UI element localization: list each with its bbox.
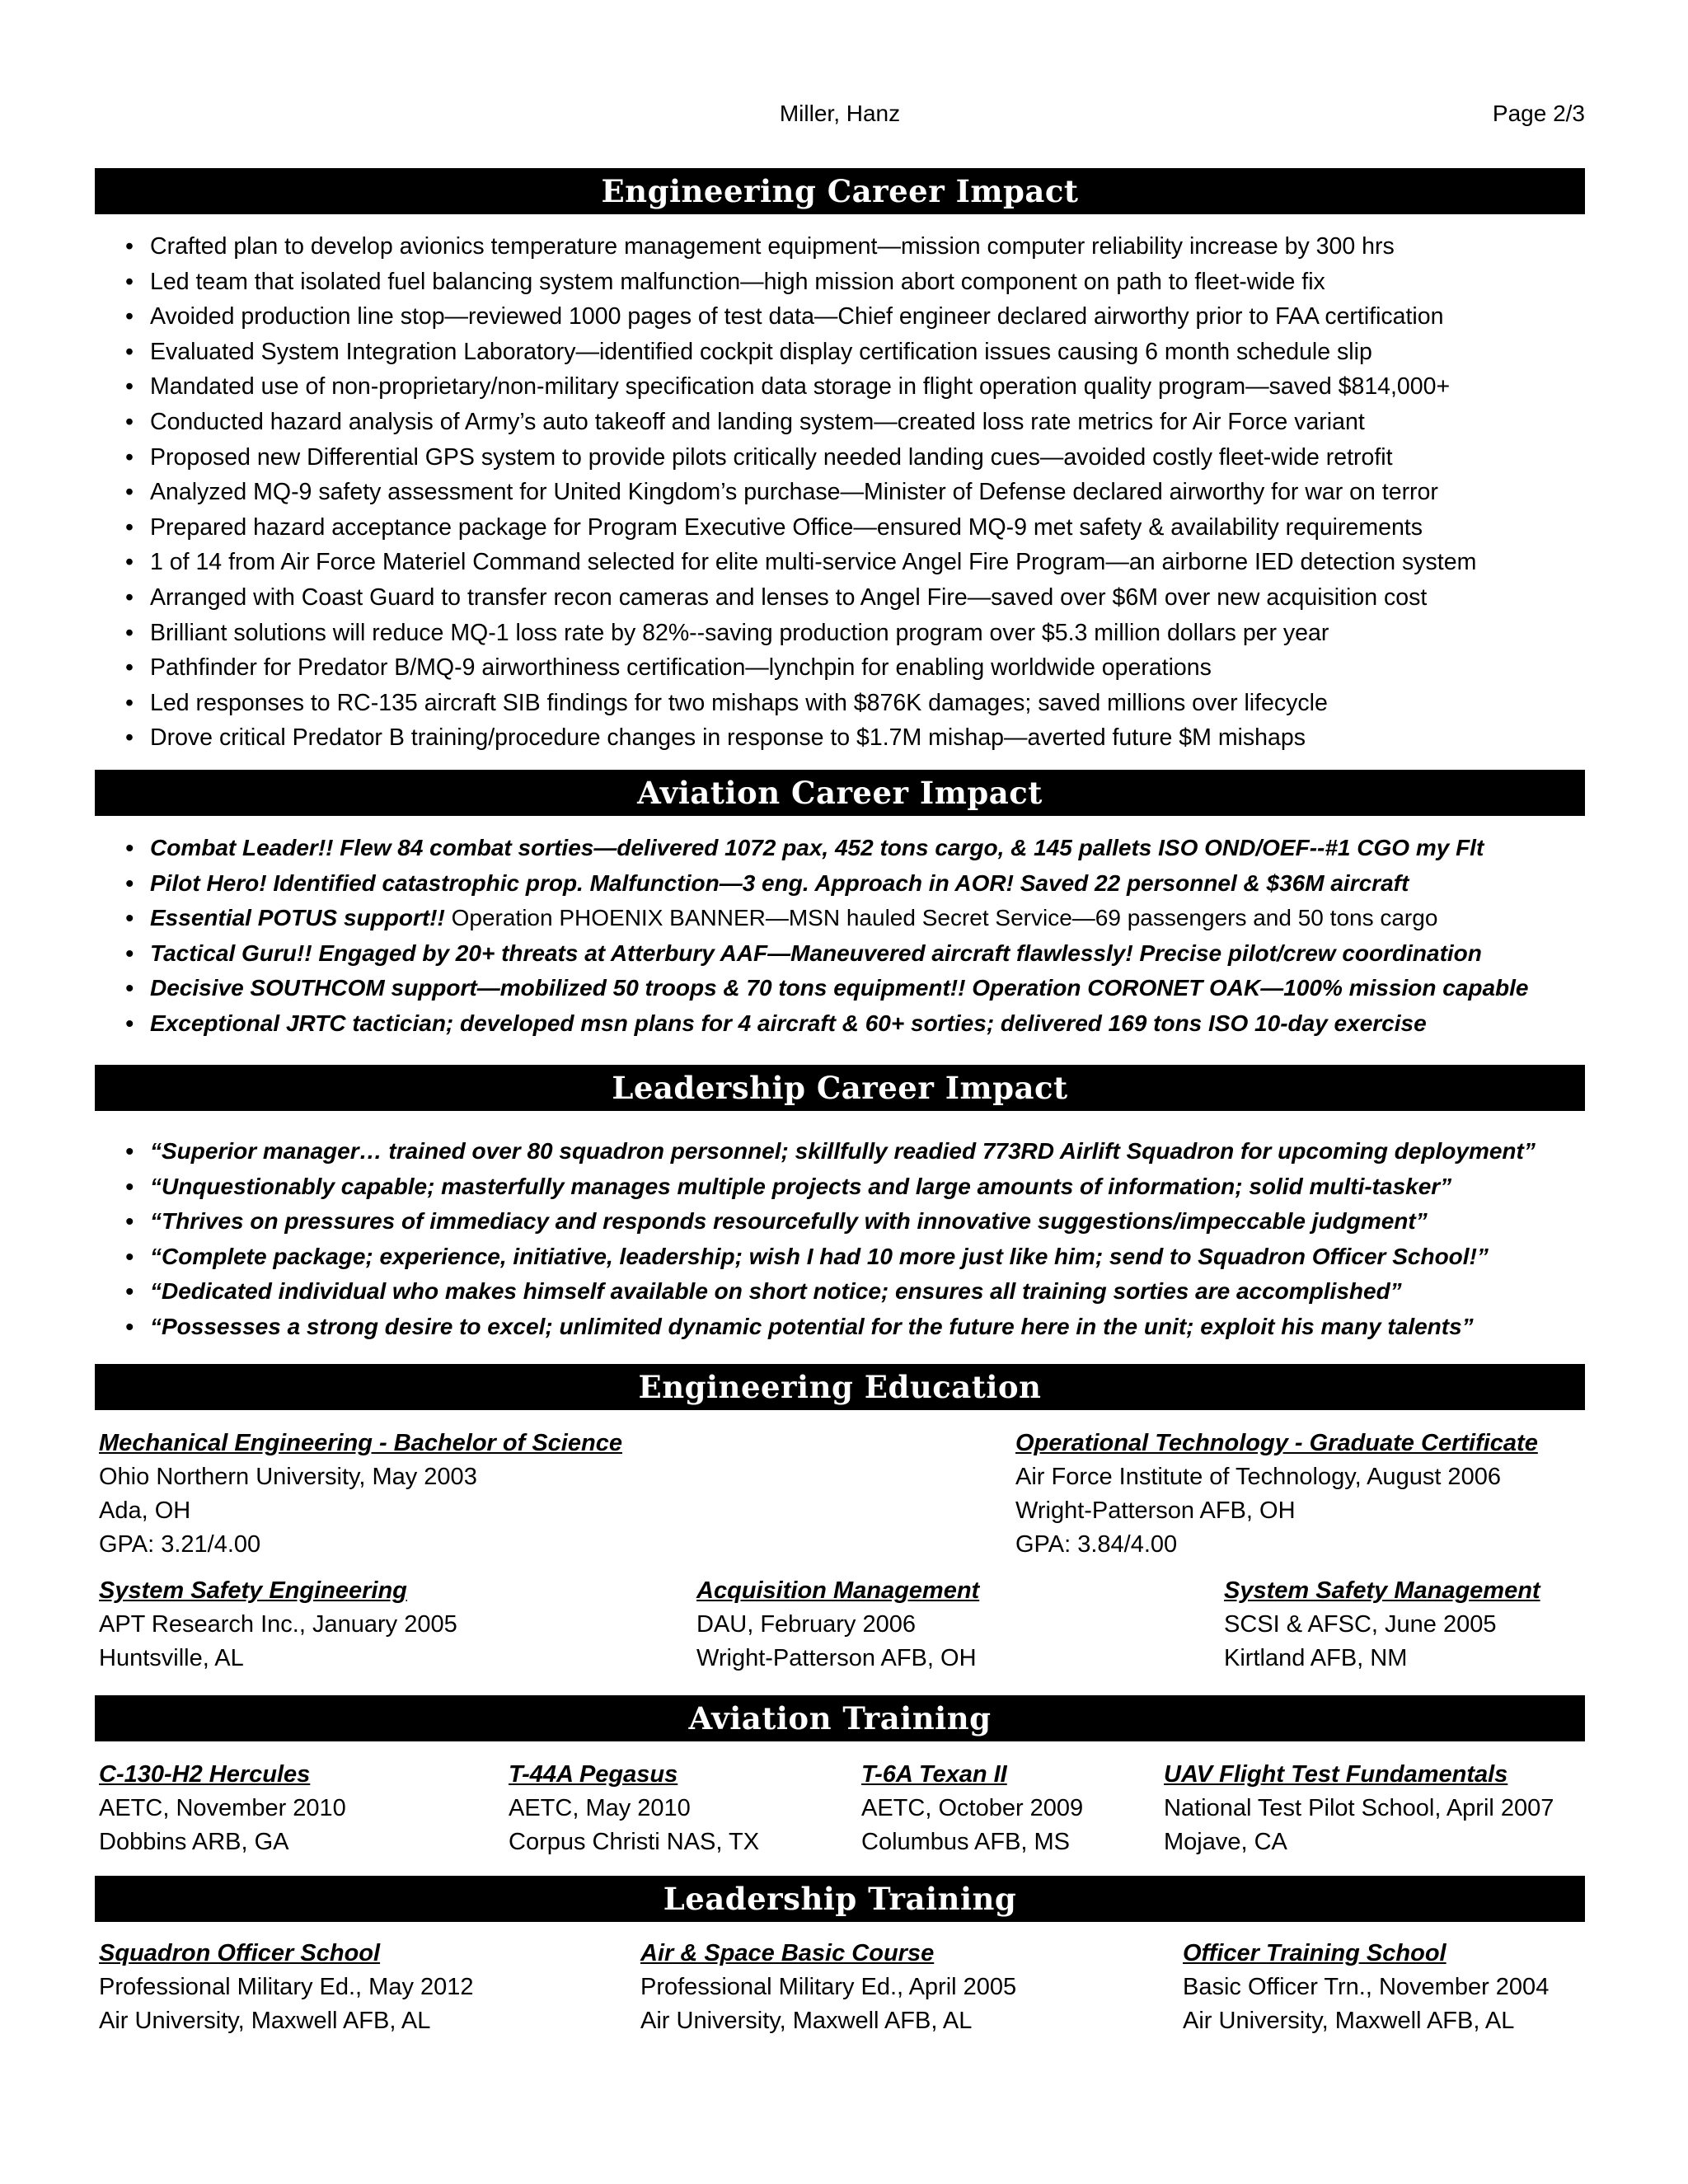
entry-line: Wright-Patterson AFB, OH	[696, 1645, 977, 1671]
training-entry	[1164, 1758, 1554, 1859]
training-entry	[640, 1937, 1016, 2038]
training-entry	[861, 1758, 1083, 1859]
list-item: • Mandated use of non-proprietary/non-military specification data storage in flight operation quality program—saved $814,000+	[125, 369, 1585, 405]
section-heading-leadership-training: Leadership Training	[95, 1876, 1585, 1922]
aviation-impact-list	[125, 831, 1585, 1042]
list-item: • Analyzed MQ-9 safety assessment for United Kingdom’s purchase—Minister of Defense declared airworthy for war on terror	[125, 475, 1585, 510]
page-number: Page 2/3	[1492, 101, 1585, 126]
training-entry	[1183, 1937, 1549, 2038]
list-item: • Proposed new Differential GPS system to provide pilots critically needed landing cues—avoided costly fleet-wide retrofit	[125, 440, 1585, 476]
list-item	[125, 936, 1585, 972]
entry-line: AETC, May 2010	[509, 1795, 691, 1821]
list-item	[125, 901, 1585, 936]
list-item	[125, 1006, 1585, 1042]
item-highlight: Combat Leader!! Flew 84 combat sorties—delivered 1072 pax, 452 tons cargo, & 145 pallets ISO OND/OEF--#1 CGO my Flt	[150, 835, 1484, 860]
entry-title: System Safety Engineering	[99, 1577, 407, 1604]
education-entry	[1015, 1427, 1538, 1562]
engineering-impact-list	[125, 229, 1585, 756]
entry-line: Corpus Christi NAS, TX	[509, 1829, 760, 1855]
entry-title: T-44A Pegasus	[509, 1761, 678, 1788]
entry-title: Acquisition Management	[696, 1577, 980, 1604]
training-entry	[99, 1937, 474, 2038]
entry-line: Mojave, CA	[1164, 1829, 1287, 1855]
list-item	[125, 831, 1585, 866]
page-header	[95, 101, 1585, 134]
list-item: • “Thrives on pressures of immediacy and responds resourcefully with innovative suggestions/impeccable judgment”	[125, 1204, 1585, 1240]
entry-line: Air University, Maxwell AFB, AL	[1183, 2008, 1515, 2034]
leadership-impact-list	[125, 1134, 1585, 1344]
entry-title: T-6A Texan II	[861, 1761, 1007, 1788]
entry-title: Squadron Officer School	[99, 1940, 381, 1966]
list-item: • Brilliant solutions will reduce MQ-1 loss rate by 82%--saving production program over $5.3 million dollars per year	[125, 616, 1585, 651]
entry-line: DAU, February 2006	[696, 1611, 916, 1638]
entry-line: AETC, November 2010	[99, 1795, 346, 1821]
list-item	[125, 971, 1585, 1006]
item-highlight: Pilot Hero! Identified catastrophic prop. Malfunction—3 eng. Approach in AOR! Saved 22 personnel & $36M aircraft	[150, 869, 1409, 896]
list-item: • “Dedicated individual who makes himself available on short notice; ensures all training sorties are accomplished”	[125, 1274, 1585, 1310]
list-item: • Conducted hazard analysis of Army’s auto takeoff and landing system—created loss rate metrics for Air Force variant	[125, 405, 1585, 440]
entry-title: C-130-H2 Hercules	[99, 1761, 311, 1788]
list-item: • Crafted plan to develop avionics temperature management equipment—mission computer reliability increase by 300 hrs	[125, 229, 1585, 265]
entry-title: Operational Technology - Graduate Certificate	[1015, 1430, 1538, 1456]
entry-line: GPA: 3.21/4.00	[99, 1531, 261, 1558]
list-item: • “Possesses a strong desire to excel; unlimited dynamic potential for the future here in the unit; exploit his many talents”	[125, 1310, 1585, 1345]
entry-title: UAV Flight Test Fundamentals	[1164, 1761, 1508, 1788]
entry-line: Ohio Northern University, May 2003	[99, 1464, 477, 1490]
training-entry	[99, 1758, 346, 1859]
entry-line: Professional Military Ed., May 2012	[99, 1974, 474, 2000]
entry-line: Huntsville, AL	[99, 1645, 244, 1671]
entry-line: AETC, October 2009	[861, 1795, 1084, 1821]
list-item: • Prepared hazard acceptance package for Program Executive Office—ensured MQ-9 met safety & availability requirements	[125, 510, 1585, 546]
item-highlight: Tactical Guru!! Engaged by 20+ threats at Atterbury AAF—Maneuvered aircraft flawlessly! Precise pilot/crew coordination	[150, 940, 1482, 966]
entry-line: Columbus AFB, MS	[861, 1829, 1071, 1855]
list-item: • “Unquestionably capable; masterfully manages multiple projects and large amounts of information; solid multi-tasker”	[125, 1169, 1585, 1205]
entry-title: Officer Training School	[1183, 1940, 1447, 1966]
candidate-name: Miller, Hanz	[779, 101, 901, 126]
entry-title: System Safety Management	[1224, 1577, 1540, 1604]
list-item: • Arranged with Coast Guard to transfer recon cameras and lenses to Angel Fire—saved over $6M over new acquisition cost	[125, 580, 1585, 616]
entry-line: Kirtland AFB, NM	[1224, 1645, 1408, 1671]
entry-line: Air Force Institute of Technology, August 2006	[1015, 1464, 1501, 1490]
item-highlight: Essential POTUS support!!	[150, 905, 445, 931]
list-item: • Led team that isolated fuel balancing system malfunction—high mission abort component on path to fleet-wide fix	[125, 265, 1585, 300]
list-item: • Evaluated System Integration Laboratory—identified cockpit display certification issues causing 6 month schedule slip	[125, 335, 1585, 370]
item-highlight: Exceptional JRTC tactician; developed msn plans for 4 aircraft & 60+ sorties; delivered 169 tons ISO 10-day exercise	[150, 1010, 1427, 1036]
list-item: • “Complete package; experience, initiative, leadership; wish I had 10 more just like him; send to Squadron Officer School!”	[125, 1240, 1585, 1275]
entry-line: APT Research Inc., January 2005	[99, 1611, 457, 1638]
list-item: • 1 of 14 from Air Force Materiel Command selected for elite multi-service Angel Fire Program—an airborne IED detection system	[125, 545, 1585, 580]
entry-title: Mechanical Engineering - Bachelor of Science	[99, 1430, 622, 1456]
education-entry	[99, 1427, 622, 1562]
list-item: • Pathfinder for Predator B/MQ-9 airworthiness certification—lynchpin for enabling worldwide operations	[125, 650, 1585, 686]
list-item: • Led responses to RC-135 aircraft SIB findings for two mishaps with $876K damages; saved millions over lifecycle	[125, 686, 1585, 721]
section-heading-engineering-education: Engineering Education	[95, 1364, 1585, 1410]
education-entry	[696, 1574, 979, 1675]
entry-line: SCSI & AFSC, June 2005	[1224, 1611, 1497, 1638]
list-item: • Avoided production line stop—reviewed 1000 pages of test data—Chief engineer declared airworthy prior to FAA certification	[125, 299, 1585, 335]
list-item: • “Superior manager… trained over 80 squadron personnel; skillfully readied 773RD Airlift Squadron for upcoming deployment”	[125, 1134, 1585, 1169]
list-item: • Drove critical Predator B training/procedure changes in response to $1.7M mishap—averted future $M mishaps	[125, 720, 1585, 756]
item-highlight: Decisive SOUTHCOM support—mobilized 50 troops & 70 tons equipment!! Operation CORONET OAK—100% mission capable	[150, 975, 1529, 1001]
entry-line: GPA: 3.84/4.00	[1015, 1531, 1178, 1558]
entry-line: National Test Pilot School, April 2007	[1164, 1795, 1554, 1821]
entry-line: Wright-Patterson AFB, OH	[1015, 1497, 1296, 1524]
entry-line: Dobbins ARB, GA	[99, 1829, 289, 1855]
entry-line: Air University, Maxwell AFB, AL	[640, 2008, 973, 2034]
entry-line: Air University, Maxwell AFB, AL	[99, 2008, 431, 2034]
entry-line: Basic Officer Trn., November 2004	[1183, 1974, 1550, 2000]
entry-line: Professional Military Ed., April 2005	[640, 1974, 1017, 2000]
education-entry	[99, 1574, 457, 1675]
section-heading-engineering-impact: Engineering Career Impact	[95, 168, 1585, 214]
item-detail: Operation PHOENIX BANNER—MSN hauled Secret Service—69 passengers and 50 tons cargo	[444, 905, 1438, 931]
training-entry	[509, 1758, 759, 1859]
entry-title: Air & Space Basic Course	[640, 1940, 935, 1966]
entry-line: Ada, OH	[99, 1497, 191, 1524]
list-item	[125, 866, 1585, 902]
section-heading-aviation-impact: Aviation Career Impact	[95, 770, 1585, 816]
section-heading-aviation-training: Aviation Training	[95, 1695, 1585, 1741]
section-heading-leadership-impact: Leadership Career Impact	[95, 1065, 1585, 1111]
education-entry	[1224, 1574, 1540, 1675]
